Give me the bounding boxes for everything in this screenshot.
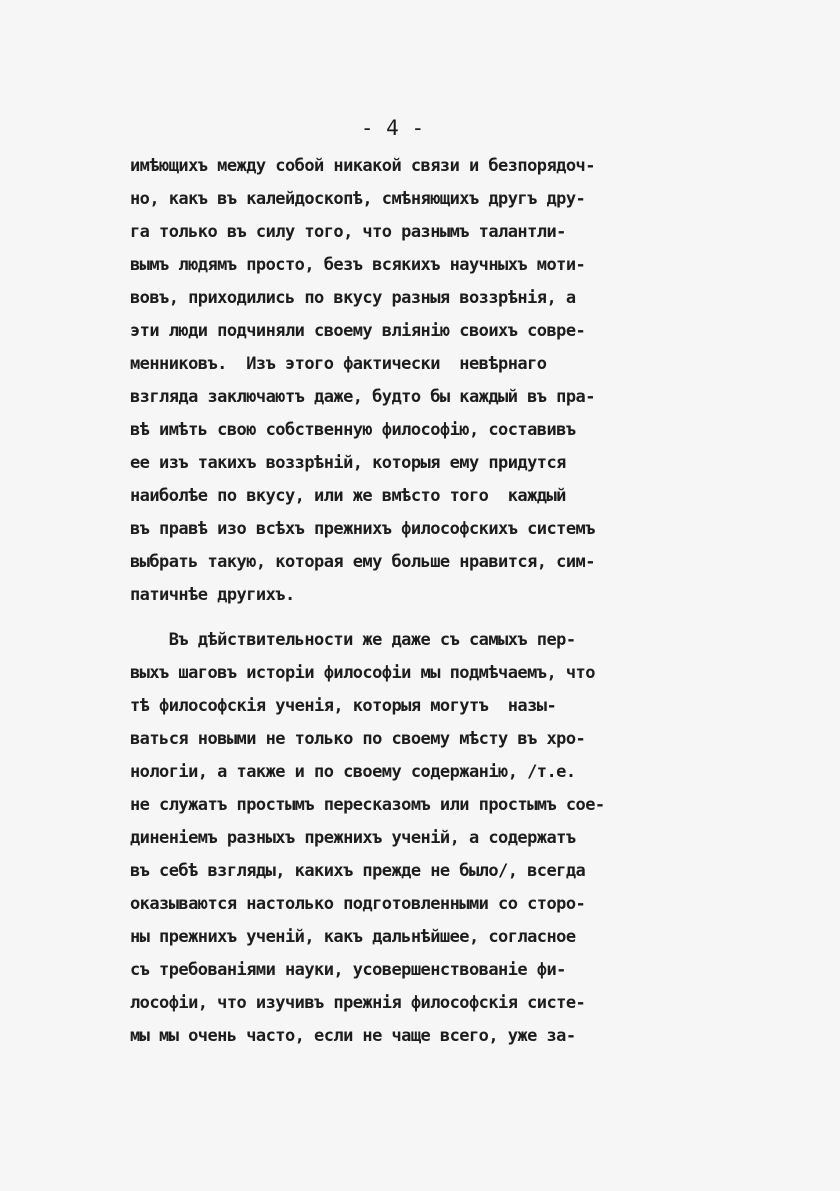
text-line: ны прежнихъ ученій, какъ дальнѣйшее, согласное [130, 927, 576, 947]
text-line: въ себѣ взгляды, какихъ прежде не было/, всегда [130, 861, 586, 881]
body-text [130, 150, 605, 1053]
text-line: вовъ, приходились по вкусу разныя воззрѣнія, а [130, 288, 576, 308]
text-line: тѣ философскія ученія, которыя могутъ назы- [130, 696, 557, 716]
text-line: менниковъ. Изъ этого фактически невѣрнаго [130, 354, 547, 374]
text-line: оказываются настолько подготовленными со сторо- [130, 894, 586, 914]
text-line: ваться новыми не только по своему мѣсту въ хро- [130, 729, 586, 749]
text-line: выбрать такую, которая ему больше нравится, сим- [130, 552, 595, 572]
text-line: ее изъ такихъ воззрѣній, которыя ему придутся [130, 453, 566, 473]
text-line: но, какъ въ калейдоскопѣ, смѣняющихъ другъ дру- [130, 189, 586, 209]
text-line: выхъ шаговъ исторіи философіи мы подмѣчаемъ, что [130, 663, 595, 683]
text-line: эти люди подчиняли своему вліянію своихъ совре- [130, 321, 586, 341]
text-line: патичнѣе другихъ. [130, 585, 295, 605]
text-line: въ правѣ изо всѣхъ прежнихъ философскихъ системъ [130, 519, 595, 539]
text-line: взгляда заключаютъ даже, будто бы каждый въ пра- [130, 387, 595, 407]
text-line: не служатъ простымъ пересказомъ или простымъ сое- [130, 795, 605, 815]
text-line: лософіи, что изучивъ прежнія философскія систе- [130, 993, 586, 1013]
text-line: нологіи, а также и по своему содержанію, /т.е. [130, 762, 576, 782]
text-line: съ требованіями науки, усовершенствованіе фи- [130, 960, 566, 980]
text-line: вѣ имѣть свою собственную философію, составивъ [130, 420, 576, 440]
text-line: га только въ силу того, что разнымъ талантли- [130, 222, 566, 242]
page-number: - 4 - [360, 116, 425, 140]
text-line: мы мы очень часто, если не чаще всего, уже за- [130, 1026, 576, 1046]
text-line: имѣющихъ между собой никакой связи и безпорядоч- [130, 156, 595, 176]
text-line: вымъ людямъ просто, безъ всякихъ научныхъ моти- [130, 255, 586, 275]
text-line: диненіемъ разныхъ прежнихъ ученій, а содержатъ [130, 828, 576, 848]
text-line: Въ дѣйствительности же даже съ самыхъ пер- [130, 630, 576, 650]
text-line: наиболѣе по вкусу, или же вмѣсто того каждый [130, 486, 566, 506]
